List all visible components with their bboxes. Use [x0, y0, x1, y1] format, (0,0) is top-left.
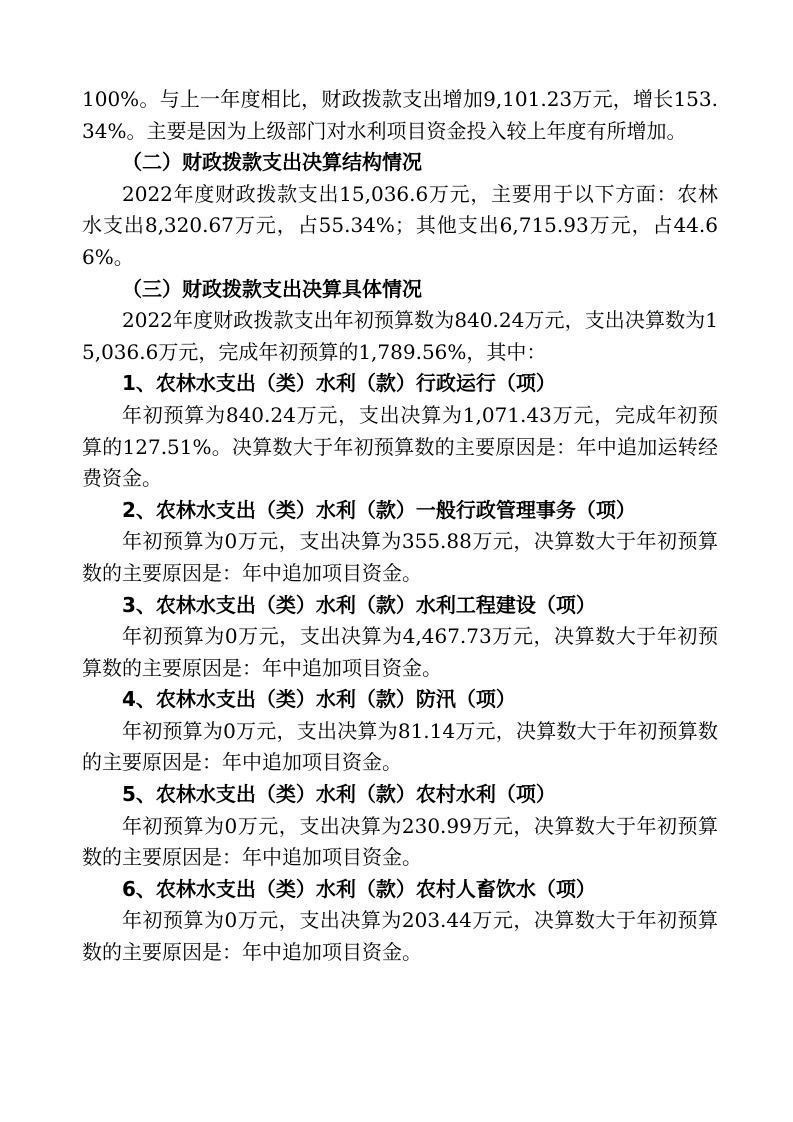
item-heading-6: 6、农林水支出（类）水利（款）农村人畜饮水（项）	[122, 876, 596, 901]
section-paragraph-structure: 2022年度财政拨款支出15,036.6万元，主要用于以下方面：农林水支出8,320.67万元，占55.34%；其他支出6,715.93万元，占44.66%。	[82, 181, 718, 269]
item-heading-2: 2、农林水支出（类）水利（款）一般行政管理事务（项）	[122, 497, 636, 522]
section-paragraph-details: 2022年度财政拨款支出年初预算数为840.24万元，支出决算数为15,036.6万元，完成年初预算的1,789.56%，其中：	[82, 308, 718, 364]
item-text-1: 年初预算为840.24万元，支出决算为1,071.43万元，完成年初预算的127.51%。决算数大于年初预算数的主要原因是：年中追加运转经费资金。	[82, 402, 718, 491]
item-heading-5: 5、农林水支出（类）水利（款）农村水利（项）	[122, 782, 556, 807]
section-heading-structure: （二）财政拨款支出决算结构情况	[122, 150, 422, 175]
item-text-3: 年初预算为0万元，支出决算为4,467.73万元，决算数大于年初预算数的主要原因是：年中追加项目资金。	[82, 624, 718, 680]
item-text-5: 年初预算为0万元，支出决算为230.99万元，决算数大于年初预算数的主要原因是：年中追加项目资金。	[82, 813, 718, 870]
item-text-6: 年初预算为0万元，支出决算为203.44万元，决算数大于年初预算数的主要原因是：年中追加项目资金。	[82, 908, 718, 965]
item-heading-3: 3、农林水支出（类）水利（款）水利工程建设（项）	[122, 592, 596, 617]
item-text-4: 年初预算为0万元，支出决算为81.14万元，决算数大于年初预算数的主要原因是：年中追加项目资金。	[82, 718, 718, 775]
document-page	[82, 84, 718, 969]
item-heading-1: 1、农林水支出（类）水利（款）行政运行（项）	[122, 371, 556, 396]
item-heading-4: 4、农林水支出（类）水利（款）防汛（项）	[122, 687, 516, 712]
intro-paragraph: 100%。与上一年度相比，财政拨款支出增加9,101.23万元，增长153.34%。主要是因为上级部门对水利项目资金投入较上年度有所增加。	[82, 87, 718, 143]
section-heading-details: （三）财政拨款支出决算具体情况	[122, 276, 422, 301]
item-text-2: 年初预算为0万元，支出决算为355.88万元，决算数大于年初预算数的主要原因是：年中追加项目资金。	[82, 529, 718, 585]
